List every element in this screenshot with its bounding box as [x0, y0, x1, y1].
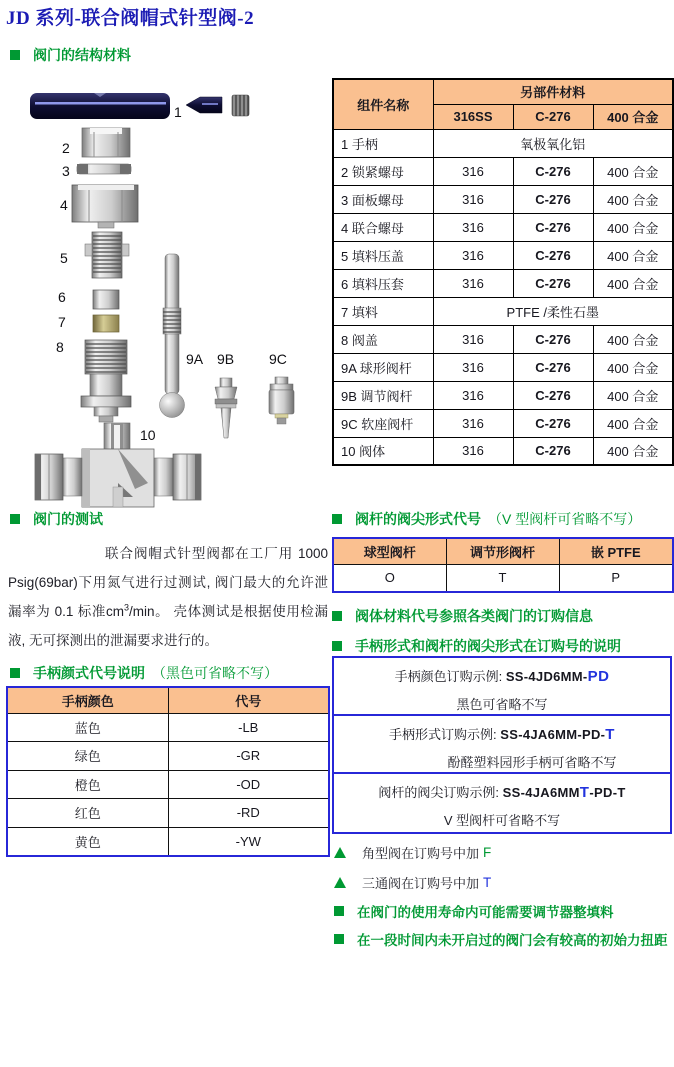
cell-material: C-276	[513, 409, 593, 437]
cell-color-code: -YW	[168, 827, 329, 856]
table-row	[333, 269, 673, 297]
table-row	[333, 185, 673, 213]
materials-table	[332, 78, 674, 466]
square-bullet-icon	[332, 611, 342, 621]
cell-material: C-276	[513, 213, 593, 241]
cell-material: 316	[433, 269, 513, 297]
cell-material: 316	[433, 241, 513, 269]
section-heading-testing	[10, 509, 103, 529]
section-heading-testing-label: 阀门的测试	[33, 511, 103, 527]
diagram-part-label: 1	[174, 104, 182, 120]
diagram-part-packing-gland	[85, 232, 129, 278]
handle-color-header-color: 手柄颜色	[7, 687, 168, 713]
initial-torque-note-text: 在一段时间内未开启过的阀门会有较高的初始力扭距	[357, 933, 668, 948]
note-body-material-code	[332, 606, 593, 626]
diagram-part-valve-body	[35, 423, 201, 507]
cell-material-span: 氧极氧化铝	[433, 129, 673, 157]
example-label: 阀杆的阀尖订购示例:	[378, 785, 503, 800]
diagram-part-regulating-stem	[215, 378, 237, 438]
stem-tip-header-ptfe: 嵌 PTFE	[559, 538, 673, 564]
materials-col-316ss: 316SS	[433, 104, 513, 129]
diagram-part-label: 2	[62, 140, 70, 156]
angle-valve-note-text: 角型阀在订购号中加	[362, 846, 480, 861]
materials-col-c276: C-276	[513, 104, 593, 129]
cell-handle-color: 橙色	[7, 770, 168, 799]
cell-material: C-276	[513, 269, 593, 297]
cell-material: 316	[433, 157, 513, 185]
cell-material: 400 合金	[593, 409, 673, 437]
cell-component-name: 8 阀盖	[333, 325, 433, 353]
cell-color-code: -GR	[168, 742, 329, 771]
diagram-part-panel-nut	[77, 164, 131, 174]
example-code-highlight: PD	[587, 668, 610, 685]
cell-material: C-276	[513, 381, 593, 409]
cell-color-code: -RD	[168, 799, 329, 828]
example-label: 手柄形式订购示例:	[389, 727, 501, 742]
cell-material: 400 合金	[593, 325, 673, 353]
initial-torque-note	[334, 925, 674, 953]
section-heading-handle-color	[10, 663, 278, 683]
section-heading-handle-color-label: 手柄颜式代号说明	[33, 665, 145, 681]
cell-material: 400 合金	[593, 213, 673, 241]
triangle-bullet-icon	[334, 847, 346, 858]
cell-material: 316	[433, 185, 513, 213]
cell-color-code: -OD	[168, 770, 329, 799]
diagram-part-handle	[30, 93, 249, 119]
diagram-part-lock-nut	[82, 128, 130, 157]
square-bullet-icon	[10, 514, 20, 524]
cell-component-name: 5 填料压盖	[333, 241, 433, 269]
cell-handle-color: 蓝色	[7, 713, 168, 742]
example-note: 酚醛塑料园形手柄可省略不写	[447, 755, 617, 770]
cell-component-name: 9C 软座阀杆	[333, 409, 433, 437]
table-row	[7, 742, 329, 771]
table-row	[7, 827, 329, 856]
diagram-part-soft-seat-stem	[269, 377, 294, 424]
cell-component-name: 2 锁紧螺母	[333, 157, 433, 185]
cell-component-name: 4 联合螺母	[333, 213, 433, 241]
triangle-bullet-icon	[334, 877, 346, 888]
cell-material: C-276	[513, 157, 593, 185]
diagram-part-label: 9A	[186, 351, 204, 367]
cell-material: 400 合金	[593, 157, 673, 185]
cell-material: 316	[433, 213, 513, 241]
diagram-part-label: 5	[60, 250, 68, 266]
cell-component-name: 3 面板螺母	[333, 185, 433, 213]
packing-adjust-note-text: 在阀门的使用寿命内可能需要调节器整填料	[357, 905, 614, 920]
square-bullet-icon	[10, 50, 20, 60]
cell-material: 400 合金	[593, 241, 673, 269]
section-heading-structure-label: 阀门的结构材料	[33, 47, 131, 63]
section-heading-stem-tip-label: 阀杆的阀尖形式代号	[355, 511, 481, 527]
valve-exploded-diagram	[18, 86, 328, 516]
cell-material: 400 合金	[593, 353, 673, 381]
cell-material-span: PTFE /柔性石墨	[433, 297, 673, 325]
table-row	[333, 157, 673, 185]
testing-paragraph	[8, 539, 328, 655]
example-note: 黑色可省略不写	[456, 697, 548, 712]
materials-corner-header: 组件名称	[333, 79, 433, 129]
cell-material: 400 合金	[593, 185, 673, 213]
diagram-part-label: 6	[58, 289, 66, 305]
cell-component-name: 9B 调节阀杆	[333, 381, 433, 409]
angle-valve-code: F	[483, 845, 492, 860]
diagram-part-bonnet	[81, 340, 131, 422]
cell-component-name: 9A 球形阀杆	[333, 353, 433, 381]
cell-component-name: 7 填料	[333, 297, 433, 325]
table-row	[333, 564, 673, 592]
stem-tip-value-ptfe: P	[559, 564, 673, 592]
ordering-example-handle-style	[334, 716, 670, 774]
stem-tip-header-ball: 球型阀杆	[333, 538, 446, 564]
example-code: SS-4JD6MM-	[505, 669, 588, 684]
cell-material: 400 合金	[593, 381, 673, 409]
section-heading-structure	[10, 45, 131, 65]
three-way-valve-code: T	[483, 875, 492, 890]
cell-material: C-276	[513, 353, 593, 381]
example-code-suffix: -PD-T	[589, 785, 626, 800]
example-code: SS-4JA6MM	[502, 785, 580, 800]
stem-tip-value-regulating: T	[446, 564, 559, 592]
cell-material: C-276	[513, 325, 593, 353]
diagram-part-label: 9C	[269, 351, 287, 367]
cell-material: 400 合金	[593, 269, 673, 297]
table-row	[7, 770, 329, 799]
square-bullet-icon	[332, 641, 342, 651]
diagram-part-label: 7	[58, 314, 66, 330]
example-code: SS-4JA6MM-PD-	[500, 727, 606, 742]
table-row	[333, 213, 673, 241]
table-row	[333, 129, 673, 157]
three-way-valve-note	[334, 868, 672, 897]
cell-material: 316	[433, 437, 513, 465]
handle-color-header-code: 代号	[168, 687, 329, 713]
table-row	[333, 437, 673, 465]
square-bullet-icon	[10, 668, 20, 678]
ordering-example-handle-color	[334, 658, 670, 716]
note-ordering-explanation-label: 手柄形式和阀杆的阀尖形式在订购号的说明	[355, 638, 621, 654]
angle-valve-note	[334, 838, 672, 867]
cell-material: 316	[433, 353, 513, 381]
cell-handle-color: 黄色	[7, 827, 168, 856]
handle-color-note: （黑色可省略不写）	[152, 665, 278, 681]
diagram-part-label: 10	[140, 427, 156, 443]
cell-material: 316	[433, 381, 513, 409]
diagram-part-packing	[93, 315, 119, 332]
stem-tip-value-ball: O	[333, 564, 446, 592]
stem-tip-note: （V 型阀杆可省略不写）	[488, 511, 642, 527]
note-body-material-code-label: 阀体材料代号参照各类阀门的订购信息	[355, 608, 593, 624]
example-note: V 型阀杆可省略不写	[443, 813, 561, 828]
square-bullet-icon	[334, 934, 344, 944]
square-bullet-icon	[332, 514, 342, 524]
note-ordering-explanation	[332, 636, 621, 656]
packing-adjust-note	[334, 897, 674, 925]
table-row	[7, 799, 329, 828]
table-row	[333, 241, 673, 269]
table-row	[333, 409, 673, 437]
diagram-part-ball-stem	[160, 254, 185, 418]
materials-col-400: 400 合金	[593, 104, 673, 129]
cell-material: C-276	[513, 185, 593, 213]
cell-material: 316	[433, 409, 513, 437]
cell-component-name: 10 阀体	[333, 437, 433, 465]
testing-paragraph-text: 联合阀帽式针型阀都在工厂用 1000 Psig(69bar)下用氮气进行过测试, 阀门最大的允许泄漏率为 0.1 标准cm	[8, 545, 328, 619]
table-row	[7, 713, 329, 742]
table-row	[333, 325, 673, 353]
table-row	[333, 297, 673, 325]
testing-paragraph-sup: 3	[123, 602, 129, 612]
diagram-part-union-nut	[72, 185, 138, 228]
diagram-part-label: 9B	[217, 351, 235, 367]
diagram-part-label: 3	[62, 163, 70, 179]
table-row	[333, 381, 673, 409]
section-heading-stem-tip	[332, 509, 641, 529]
diagram-part-label: 4	[60, 197, 68, 213]
page-title: JD 系列-联合阀帽式针型阀-2	[6, 8, 255, 29]
materials-group-header: 另部件材料	[433, 79, 673, 104]
table-row	[333, 353, 673, 381]
square-bullet-icon	[334, 906, 344, 916]
example-code-highlight: T	[579, 784, 590, 801]
cell-material: 316	[433, 325, 513, 353]
ordering-example-line	[334, 666, 670, 685]
handle-color-table	[6, 686, 330, 857]
example-code-highlight: T	[605, 726, 615, 743]
diagram-part-packing-sleeve	[93, 290, 119, 309]
cell-component-name: 6 填料压套	[333, 269, 433, 297]
ordering-example-stem-tip	[334, 774, 670, 832]
ordering-examples-box	[332, 656, 672, 834]
stem-tip-table	[332, 537, 674, 593]
cell-material: 400 合金	[593, 437, 673, 465]
diagram-part-label: 8	[56, 339, 64, 355]
cell-component-name: 1 手柄	[333, 129, 433, 157]
cell-handle-color: 红色	[7, 799, 168, 828]
stem-tip-header-regulating: 调节形阀杆	[446, 538, 559, 564]
cell-material: C-276	[513, 437, 593, 465]
ordering-example-line	[334, 724, 670, 743]
cell-handle-color: 绿色	[7, 742, 168, 771]
three-way-valve-note-text: 三通阀在订购号中加	[362, 876, 480, 891]
ordering-example-line	[334, 782, 670, 801]
example-label: 手柄颜色订购示例:	[394, 669, 506, 684]
testing-paragraph-text: /min。 壳体测试是根据使用检漏液, 无可探测出的泄漏要求进行的。	[8, 603, 328, 648]
cell-material: C-276	[513, 241, 593, 269]
cell-color-code: -LB	[168, 713, 329, 742]
